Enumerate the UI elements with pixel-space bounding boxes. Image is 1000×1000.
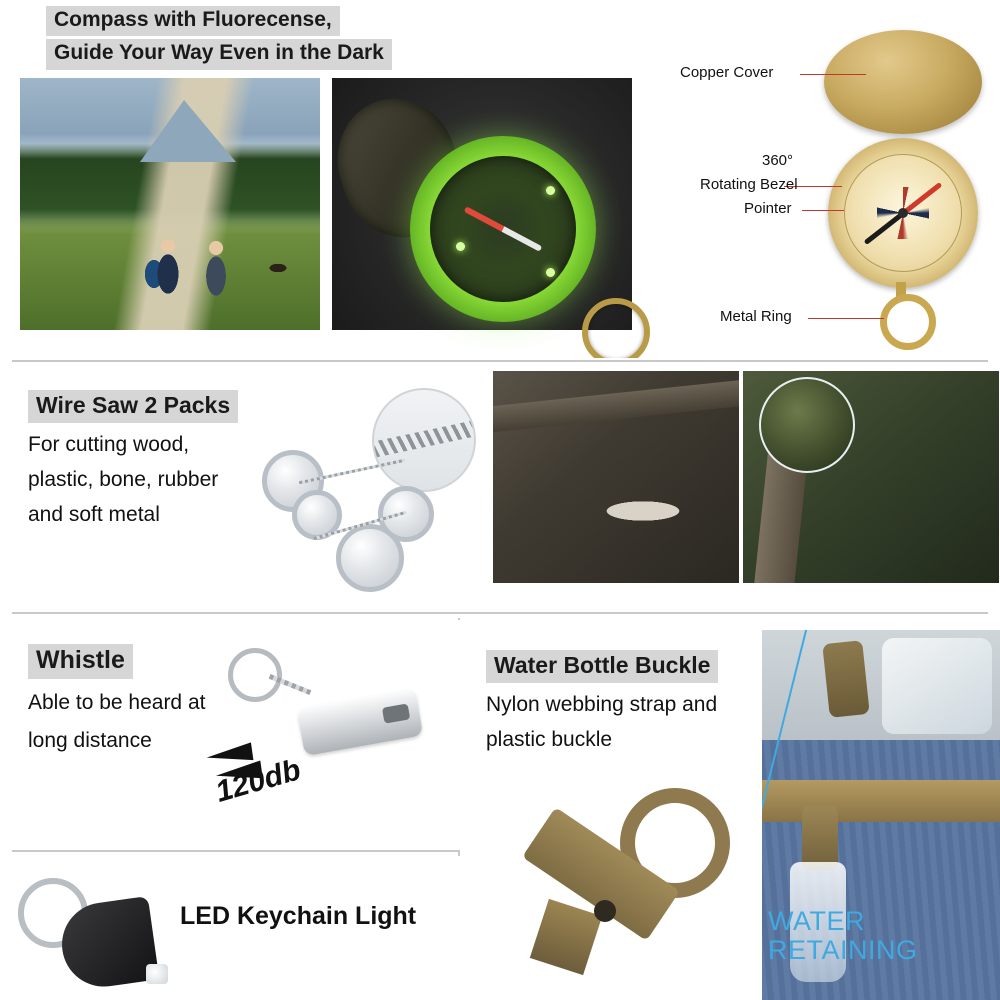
section-divider	[12, 360, 988, 362]
compass-pivot-shape	[898, 208, 908, 218]
compass-title	[46, 6, 446, 73]
buckle-clip-upper-shape	[822, 640, 870, 718]
buckle-body-line2: plastic buckle	[486, 728, 613, 752]
sawing-branch-photo-1	[490, 368, 742, 586]
buckle-section	[462, 620, 1000, 1000]
copper-cover-shape	[824, 30, 982, 134]
whistle-title: Whistle	[28, 644, 133, 679]
callout-360: 360°	[762, 152, 794, 169]
leader-line-copper-cover	[800, 74, 866, 75]
buckle-text-block	[486, 650, 786, 753]
section-divider	[12, 850, 458, 852]
metal-ring-shape	[880, 294, 936, 350]
luminous-dot-icon	[456, 242, 465, 251]
saw-detail-zoom	[759, 377, 855, 473]
whistle-loudness-label: 120db	[211, 753, 305, 809]
wiresaw-body-line2: plastic, bone, rubber	[28, 468, 219, 492]
glow-in-dark-compass-photo	[332, 78, 632, 330]
callout-rotating-bezel: Rotating Bezel	[700, 176, 798, 193]
compass-labeled-diagram	[648, 6, 1000, 352]
wiresaw-ring-shape	[378, 486, 434, 542]
whistle-text-block	[28, 644, 248, 754]
section-divider	[12, 612, 988, 614]
led-section	[0, 856, 460, 1000]
buckle-clip-lower-shape	[802, 806, 838, 870]
buckle-in-use-photo	[762, 630, 1000, 1000]
callout-pointer: Pointer	[744, 200, 792, 217]
belt-shape	[762, 780, 1000, 822]
compass-dial-shape	[430, 156, 576, 302]
water-retaining-overlay	[768, 907, 918, 966]
led-bulb-shape	[146, 964, 168, 984]
glowing-compass-shape	[410, 136, 596, 322]
compass-title-line2: Guide Your Way Even in the Dark	[46, 39, 392, 69]
luminous-dot-icon	[546, 186, 555, 195]
buckle-body-line1: Nylon webbing strap and	[486, 692, 718, 716]
buckle-product-shape	[520, 788, 710, 968]
sawing-branch-photo-2	[740, 368, 1000, 586]
compass-section	[0, 0, 1000, 358]
wiresaw-text-block	[28, 390, 268, 529]
led-title: LED Keychain Light	[180, 902, 417, 930]
buckle-title: Water Bottle Buckle	[486, 650, 718, 683]
wiresaw-body-line1: For cutting wood,	[28, 432, 190, 456]
callout-metal-ring: Metal Ring	[720, 308, 792, 325]
wiresaw-body-line3: and soft metal	[28, 503, 160, 527]
leader-line-metal-ring	[808, 318, 884, 319]
wiresaw-section	[0, 368, 1000, 610]
whistle-loudness-badge	[212, 741, 354, 836]
water-bottle-shape	[882, 638, 992, 734]
hikers-with-map-photo	[20, 78, 320, 330]
buckle-snap-shape	[594, 900, 616, 922]
water-retaining-line1: WATER	[768, 905, 865, 936]
leader-line-pointer	[802, 210, 844, 211]
wire-coil-shape	[372, 417, 476, 460]
wiresaw-title: Wire Saw 2 Packs	[28, 390, 238, 423]
wire-detail-zoom	[372, 388, 476, 492]
compass-title-line1: Compass with Fluorecense,	[46, 6, 340, 36]
callout-copper-cover: Copper Cover	[680, 64, 774, 81]
compass-needle-shape	[464, 206, 543, 252]
compass-face-shape	[828, 138, 978, 288]
whistle-body-line1: Able to be heard at	[28, 691, 206, 715]
whistle-body-shape	[297, 688, 424, 756]
keyring-shape	[582, 298, 650, 358]
buckle-tail-shape	[530, 899, 602, 975]
luminous-dot-icon	[546, 268, 555, 277]
wiresaw-product-photo	[252, 374, 482, 602]
whistle-body-line2: long distance	[28, 728, 152, 752]
whistle-section	[0, 620, 460, 850]
water-retaining-line2: RETAINING	[768, 935, 918, 966]
